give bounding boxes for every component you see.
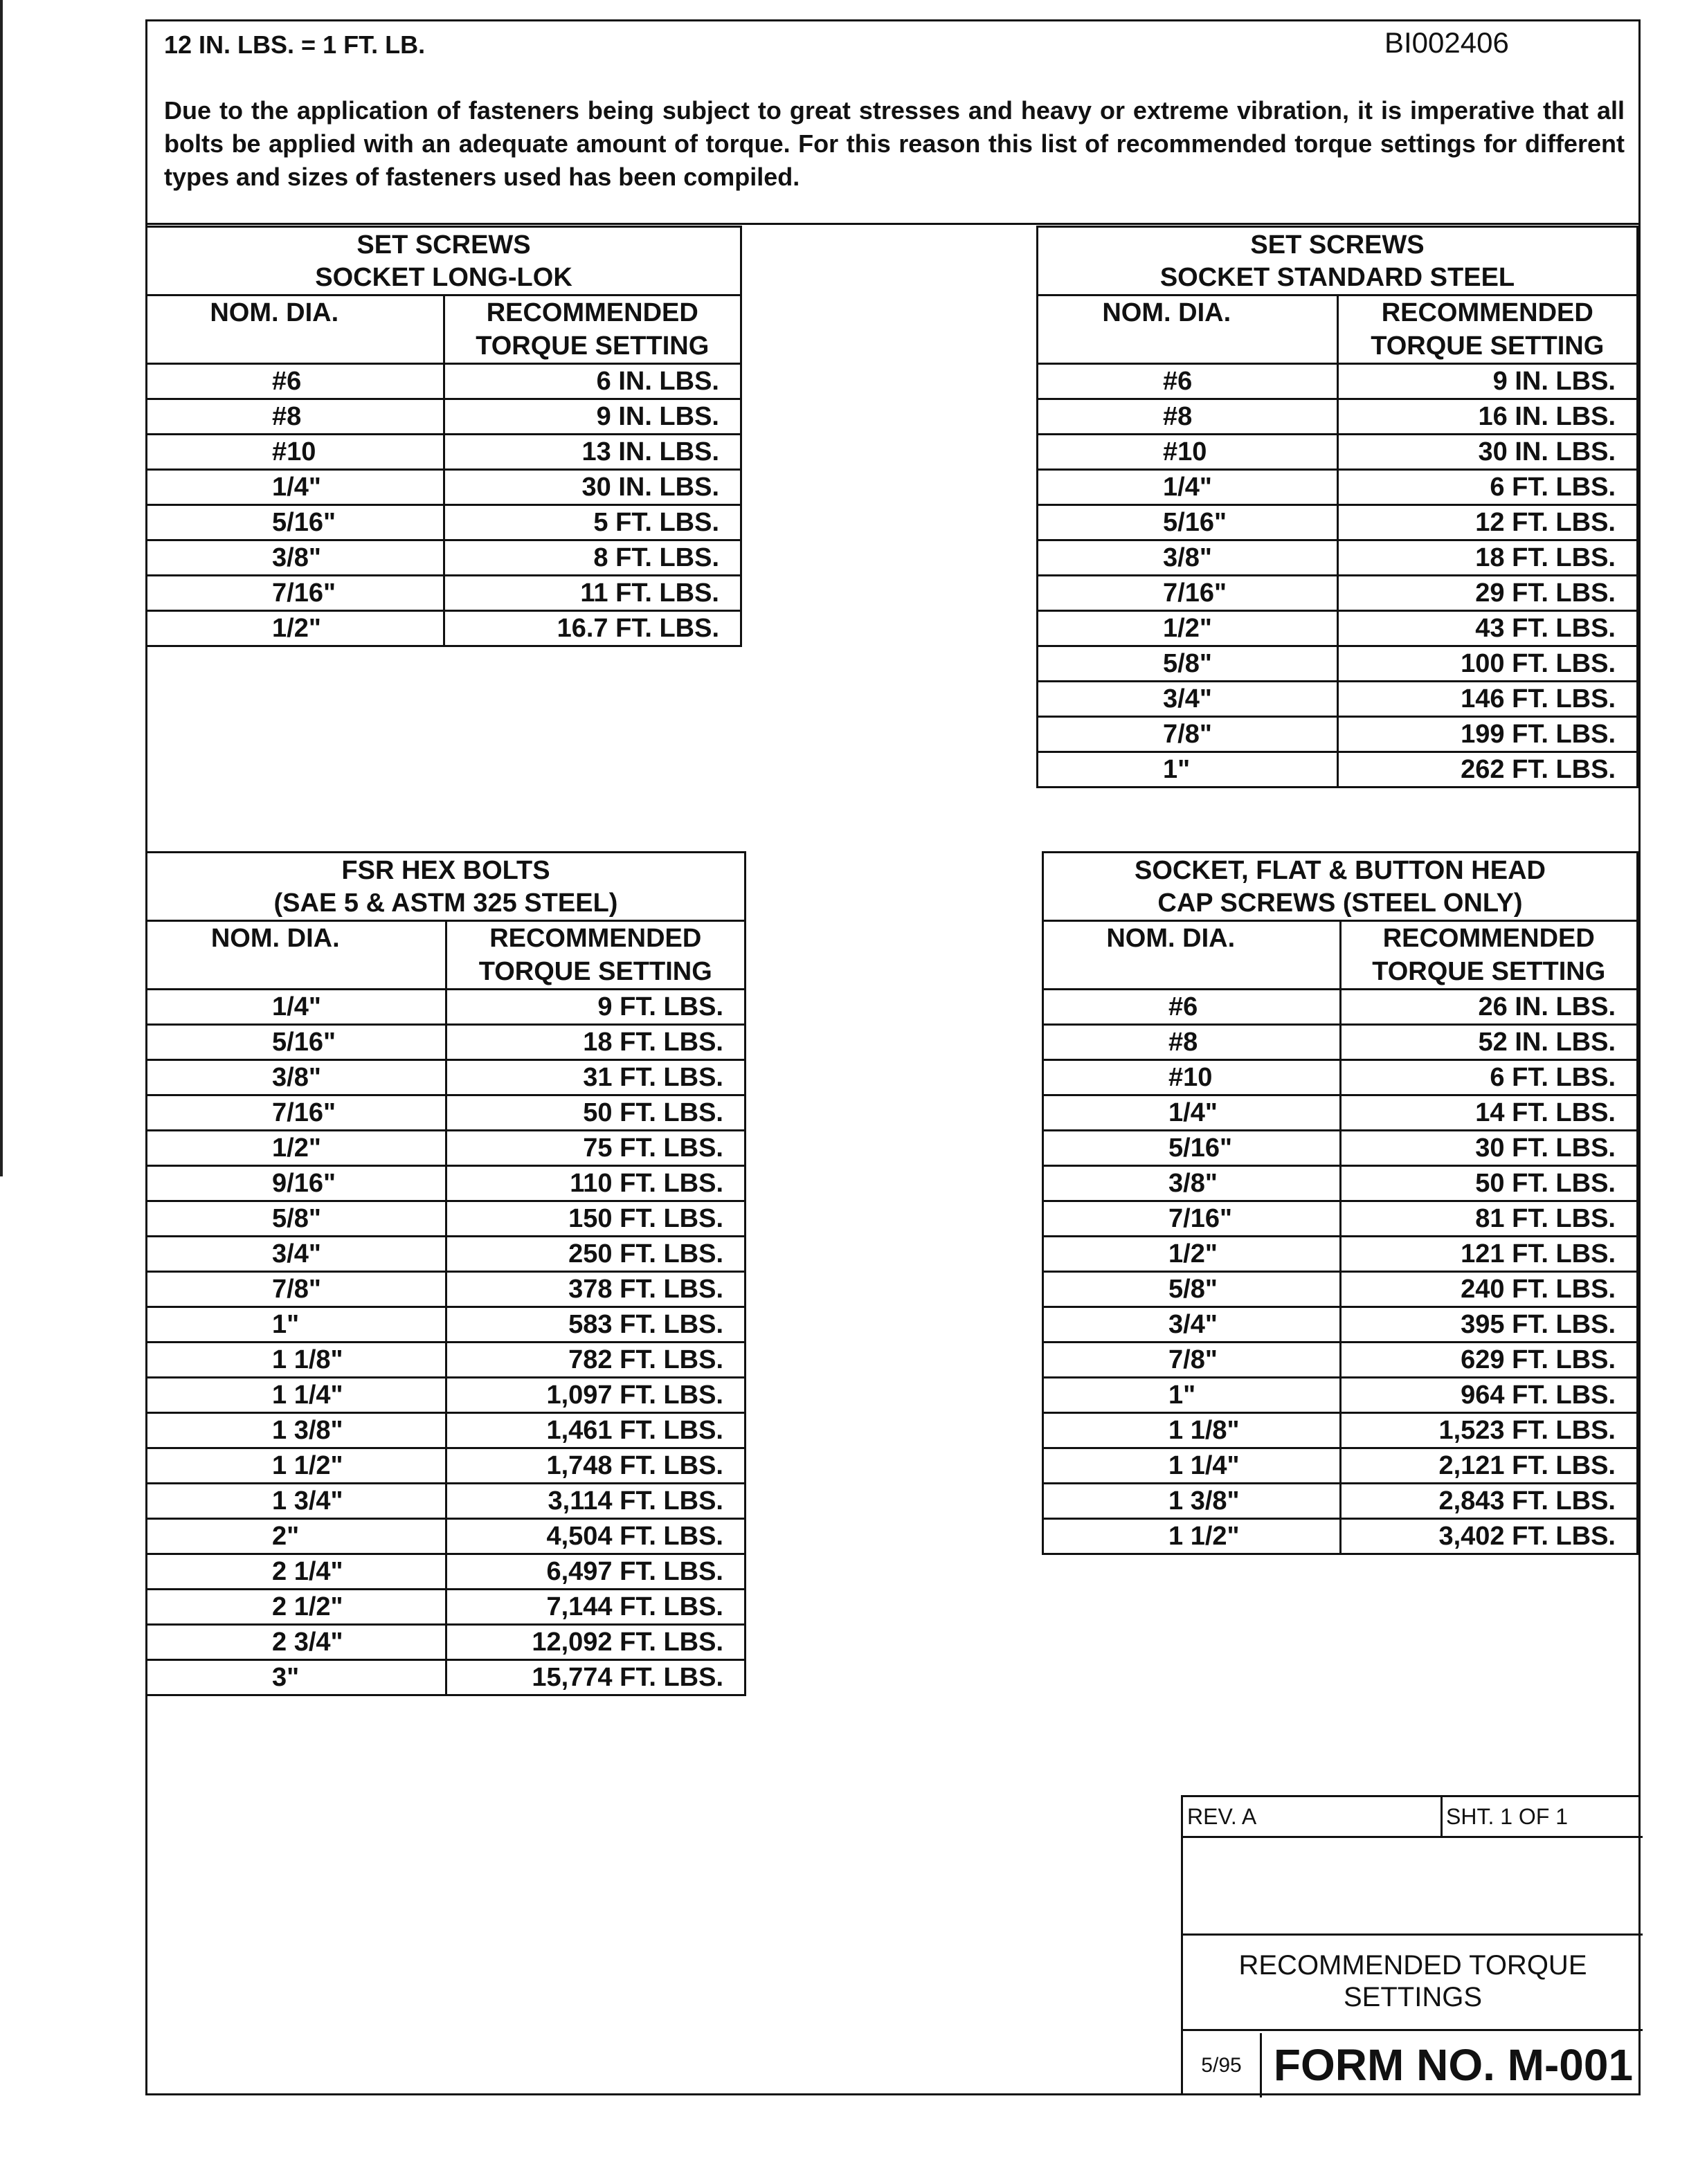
table-title-line-1: SET SCREWS [1250,230,1425,260]
column-header-nom-dia [147,921,446,990]
table-row [147,1343,746,1378]
torque-value-cell: 1,097 FT. LBS. [446,1378,746,1413]
torque-value-cell: 240 FT. LBS. [1340,1272,1638,1307]
nominal-diameter-cell: 3" [147,1660,446,1695]
table-title-line-2: SOCKET STANDARD STEEL [1159,263,1515,292]
table-row [1043,1237,1638,1272]
torque-value-cell: 13 IN. LBS. [444,435,741,470]
nominal-diameter-cell: 1 1/2" [147,1448,446,1484]
torque-value-cell: 1,748 FT. LBS. [446,1448,746,1484]
column-header-torque [1340,921,1638,990]
torque-value-cell: 16 IN. LBS. [1337,399,1638,435]
nominal-diameter-cell: 3/4" [1043,1307,1341,1343]
torque-value-cell: 199 FT. LBS. [1337,717,1638,752]
table-row [147,1025,746,1060]
torque-value-cell: 8 FT. LBS. [444,540,741,576]
table-row [1038,505,1638,540]
title-block-blank-cell [1183,1838,1643,1936]
table-title-line-1: FSR HEX BOLTS [341,856,550,885]
nominal-diameter-cell: 7/8" [1043,1343,1341,1378]
table-row [147,1095,746,1131]
torque-value-cell: 9 IN. LBS. [1337,364,1638,399]
table-row [147,1519,746,1554]
title-block [1181,1795,1641,2095]
nominal-diameter-cell: 3/8" [1043,1166,1341,1201]
table-row [1043,1060,1638,1095]
nominal-diameter-cell: 1 3/8" [1043,1484,1341,1519]
torque-value-cell: 395 FT. LBS. [1340,1307,1638,1343]
nominal-diameter-cell: #8 [1043,1025,1341,1060]
torque-value-cell: 50 FT. LBS. [446,1095,746,1131]
torque-value-cell: 9 FT. LBS. [446,990,746,1025]
column-header-torque [446,921,746,990]
torque-value-cell: 583 FT. LBS. [446,1307,746,1343]
table-set-screws-standard-steel [1036,226,1638,788]
torque-value-cell: 100 FT. LBS. [1337,646,1638,682]
table-title-line-1: SET SCREWS [356,230,531,260]
nominal-diameter-cell: 1 3/8" [147,1413,446,1448]
nominal-diameter-cell: 2 3/4" [147,1625,446,1660]
sheet-label: SHT. 1 OF 1 [1446,1804,1569,1829]
torque-value-cell: 52 IN. LBS. [1340,1025,1638,1060]
title-block-divider [1440,1797,1443,1836]
column-header-torque-line-1: RECOMMENDED [1382,924,1595,953]
nominal-diameter-cell: #8 [1038,399,1338,435]
scan-edge-mark [0,0,3,1176]
nominal-diameter-cell: #6 [1043,990,1341,1025]
table-row [1043,990,1638,1025]
nominal-diameter-cell: 1 1/4" [1043,1448,1341,1484]
torque-value-cell: 9 IN. LBS. [444,399,741,435]
column-header-torque-line-1: RECOMMENDED [489,924,702,953]
column-header-nom-dia-label: NOM. DIA. [210,298,339,327]
torque-value-cell: 250 FT. LBS. [446,1237,746,1272]
nominal-diameter-cell: 1 3/4" [147,1484,446,1519]
torque-value-cell: 4,504 FT. LBS. [446,1519,746,1554]
column-header-torque-line-2: TORQUE SETTING [1371,331,1605,361]
column-header-nom-dia-label: NOM. DIA. [1102,298,1231,327]
column-header-torque-line-2: TORQUE SETTING [476,331,710,361]
table-row [1038,611,1638,646]
torque-value-cell: 81 FT. LBS. [1340,1201,1638,1237]
table-title-line-1: SOCKET, FLAT & BUTTON HEAD [1135,856,1546,885]
table-title-row [147,853,746,921]
nominal-diameter-cell: 1/4" [1043,1095,1341,1131]
table-row [1038,646,1638,682]
table-row [1038,576,1638,611]
torque-value-cell: 6,497 FT. LBS. [446,1554,746,1590]
table-row [1038,470,1638,505]
nominal-diameter-cell: 3/8" [1038,540,1338,576]
conversion-note: 12 IN. LBS. = 1 FT. LB. [164,30,426,59]
table-row [1043,1448,1638,1484]
title-block-rev-row [1183,1797,1643,1838]
table-row [1043,1131,1638,1166]
nominal-diameter-cell: 5/16" [147,1025,446,1060]
column-header-torque [444,295,741,364]
torque-value-cell: 75 FT. LBS. [446,1131,746,1166]
table-row [147,540,741,576]
nominal-diameter-cell: 1 1/8" [147,1343,446,1378]
table-row [1038,682,1638,717]
nominal-diameter-cell: #10 [1043,1060,1341,1095]
torque-value-cell: 12 FT. LBS. [1337,505,1638,540]
table-row [1043,1095,1638,1131]
torque-value-cell: 30 IN. LBS. [444,470,741,505]
table-title-line-2: (SAE 5 & ASTM 325 STEEL) [273,889,618,918]
table-row [1038,540,1638,576]
table-row [147,990,746,1025]
nominal-diameter-cell: 5/8" [1038,646,1338,682]
intro-divider [145,223,1641,225]
table-header-row [147,295,741,364]
table-row [147,576,741,611]
torque-value-cell: 12,092 FT. LBS. [446,1625,746,1660]
torque-value-cell: 782 FT. LBS. [446,1343,746,1378]
torque-value-cell: 110 FT. LBS. [446,1166,746,1201]
torque-value-cell: 378 FT. LBS. [446,1272,746,1307]
table-row [1043,1272,1638,1307]
torque-value-cell: 121 FT. LBS. [1340,1237,1638,1272]
column-header-nom-dia-label: NOM. DIA. [210,924,340,953]
title-line-2: SETTINGS [1343,1982,1483,2012]
nominal-diameter-cell: #6 [147,364,444,399]
torque-value-cell: 30 FT. LBS. [1340,1131,1638,1166]
nominal-diameter-cell: 3/4" [1038,682,1338,717]
nominal-diameter-cell: 1" [147,1307,446,1343]
table-row [147,1484,746,1519]
title-line-1: RECOMMENDED TORQUE [1238,1950,1587,1981]
table-row [147,399,741,435]
table-row [147,505,741,540]
document-id: BI002406 [1384,26,1509,59]
table-title-row [1038,227,1638,295]
table-row [1038,752,1638,788]
table-row [147,611,741,646]
nominal-diameter-cell: 1/4" [147,470,444,505]
nominal-diameter-cell: 5/16" [147,505,444,540]
table-row [1043,1025,1638,1060]
table-row [1043,1378,1638,1413]
nominal-diameter-cell: #10 [1038,435,1338,470]
table-title-line-2: SOCKET LONG-LOK [315,263,572,292]
nominal-diameter-cell: 1" [1038,752,1338,788]
table-row [147,1272,746,1307]
table-row [1038,717,1638,752]
nominal-diameter-cell: 1" [1043,1378,1341,1413]
torque-value-cell: 18 FT. LBS. [446,1025,746,1060]
nominal-diameter-cell: #8 [147,399,444,435]
column-header-nom-dia-label: NOM. DIA. [1106,924,1236,953]
column-header-torque [1337,295,1638,364]
nominal-diameter-cell: 3/8" [147,540,444,576]
nominal-diameter-cell: 1 1/2" [1043,1519,1341,1554]
table-row [1043,1307,1638,1343]
table-fsr-hex-bolts [145,851,746,1696]
torque-value-cell: 43 FT. LBS. [1337,611,1638,646]
table-title [1043,853,1638,921]
torque-value-cell: 26 IN. LBS. [1340,990,1638,1025]
table-row [1038,399,1638,435]
torque-value-cell: 7,144 FT. LBS. [446,1590,746,1625]
nominal-diameter-cell: 1/4" [1038,470,1338,505]
torque-value-cell: 146 FT. LBS. [1337,682,1638,717]
table-title [147,853,746,921]
torque-value-cell: 15,774 FT. LBS. [446,1660,746,1695]
nominal-diameter-cell: 1/2" [147,611,444,646]
nominal-diameter-cell: 2" [147,1519,446,1554]
torque-value-cell: 964 FT. LBS. [1340,1378,1638,1413]
table-row [147,1413,746,1448]
nominal-diameter-cell: 7/16" [147,1095,446,1131]
torque-value-cell: 31 FT. LBS. [446,1060,746,1095]
torque-value-cell: 29 FT. LBS. [1337,576,1638,611]
table-title [147,227,741,295]
form-date: 5/95 [1183,2033,1262,2097]
nominal-diameter-cell: 3/4" [147,1237,446,1272]
column-header-nom-dia [147,295,444,364]
title-block-title [1183,1936,1643,2031]
torque-value-cell: 5 FT. LBS. [444,505,741,540]
table-row [147,1554,746,1590]
nominal-diameter-cell: 1/2" [147,1131,446,1166]
table-row [1043,1166,1638,1201]
nominal-diameter-cell: 2 1/4" [147,1554,446,1590]
form-number: FORM NO. M-001 [1273,2040,1634,2090]
table-row [1043,1343,1638,1378]
nominal-diameter-cell: 1/2" [1043,1237,1341,1272]
table-row [147,1166,746,1201]
revision-label: REV. A [1187,1804,1257,1829]
nominal-diameter-cell: 7/16" [1043,1201,1341,1237]
table-row [1038,435,1638,470]
table-row [147,1448,746,1484]
nominal-diameter-cell: 7/8" [147,1272,446,1307]
nominal-diameter-cell: 2 1/2" [147,1590,446,1625]
torque-value-cell: 1,461 FT. LBS. [446,1413,746,1448]
table-row [1043,1413,1638,1448]
table-title-row [147,227,741,295]
nominal-diameter-cell: 9/16" [147,1166,446,1201]
torque-value-cell: 2,121 FT. LBS. [1340,1448,1638,1484]
torque-value-cell: 2,843 FT. LBS. [1340,1484,1638,1519]
column-header-torque-line-1: RECOMMENDED [1381,298,1593,327]
torque-value-cell: 3,114 FT. LBS. [446,1484,746,1519]
table-row [147,470,741,505]
nominal-diameter-cell: #6 [1038,364,1338,399]
nominal-diameter-cell: 7/16" [1038,576,1338,611]
nominal-diameter-cell: 5/16" [1043,1131,1341,1166]
nominal-diameter-cell: 1 1/8" [1043,1413,1341,1448]
table-row [1043,1484,1638,1519]
torque-value-cell: 6 FT. LBS. [1337,470,1638,505]
nominal-diameter-cell: 5/8" [147,1201,446,1237]
torque-value-cell: 150 FT. LBS. [446,1201,746,1237]
torque-value-cell: 6 FT. LBS. [1340,1060,1638,1095]
torque-value-cell: 50 FT. LBS. [1340,1166,1638,1201]
nominal-diameter-cell: 7/8" [1038,717,1338,752]
torque-value-cell: 30 IN. LBS. [1337,435,1638,470]
table-row [147,435,741,470]
table-cap-screws [1042,851,1638,1555]
nominal-diameter-cell: 5/8" [1043,1272,1341,1307]
table-row [147,1237,746,1272]
table-header-row [1043,921,1638,990]
torque-value-cell: 629 FT. LBS. [1340,1343,1638,1378]
table-title-line-2: CAP SCREWS (STEEL ONLY) [1157,889,1523,918]
table-row [147,1060,746,1095]
table-row [147,364,741,399]
column-header-nom-dia [1038,295,1338,364]
table-header-row [1038,295,1638,364]
torque-value-cell: 14 FT. LBS. [1340,1095,1638,1131]
torque-value-cell: 1,523 FT. LBS. [1340,1413,1638,1448]
table-row [147,1625,746,1660]
column-header-torque-line-2: TORQUE SETTING [478,957,712,986]
table-row [147,1201,746,1237]
nominal-diameter-cell: 1/4" [147,990,446,1025]
table-title [1038,227,1638,295]
table-row [147,1131,746,1166]
torque-value-cell: 11 FT. LBS. [444,576,741,611]
column-header-torque-line-2: TORQUE SETTING [1372,957,1606,986]
torque-value-cell: 3,402 FT. LBS. [1340,1519,1638,1554]
table-row [1043,1519,1638,1554]
nominal-diameter-cell: 5/16" [1038,505,1338,540]
nominal-diameter-cell: 3/8" [147,1060,446,1095]
table-row [147,1660,746,1695]
table-title-row [1043,853,1638,921]
nominal-diameter-cell: 1 1/4" [147,1378,446,1413]
nominal-diameter-cell: 7/16" [147,576,444,611]
nominal-diameter-cell: #10 [147,435,444,470]
torque-value-cell: 262 FT. LBS. [1337,752,1638,788]
torque-value-cell: 18 FT. LBS. [1337,540,1638,576]
table-row [147,1590,746,1625]
table-row [1043,1201,1638,1237]
table-row [147,1307,746,1343]
table-row [1038,364,1638,399]
nominal-diameter-cell: 1/2" [1038,611,1338,646]
table-row [147,1378,746,1413]
table-set-screws-long-lok [145,226,742,647]
torque-value-cell: 6 IN. LBS. [444,364,741,399]
intro-paragraph: Due to the application of fasteners being subject to great stresses and heavy or extreme vibration, it is imperative that all bolts be applied with an adequate amount of torque. For this reason this list of recommended torque settings for different types and sizes of fasteners used has been compiled. [164,96,1625,191]
table-header-row [147,921,746,990]
column-header-nom-dia [1043,921,1341,990]
torque-value-cell: 16.7 FT. LBS. [444,611,741,646]
column-header-torque-line-1: RECOMMENDED [486,298,698,327]
